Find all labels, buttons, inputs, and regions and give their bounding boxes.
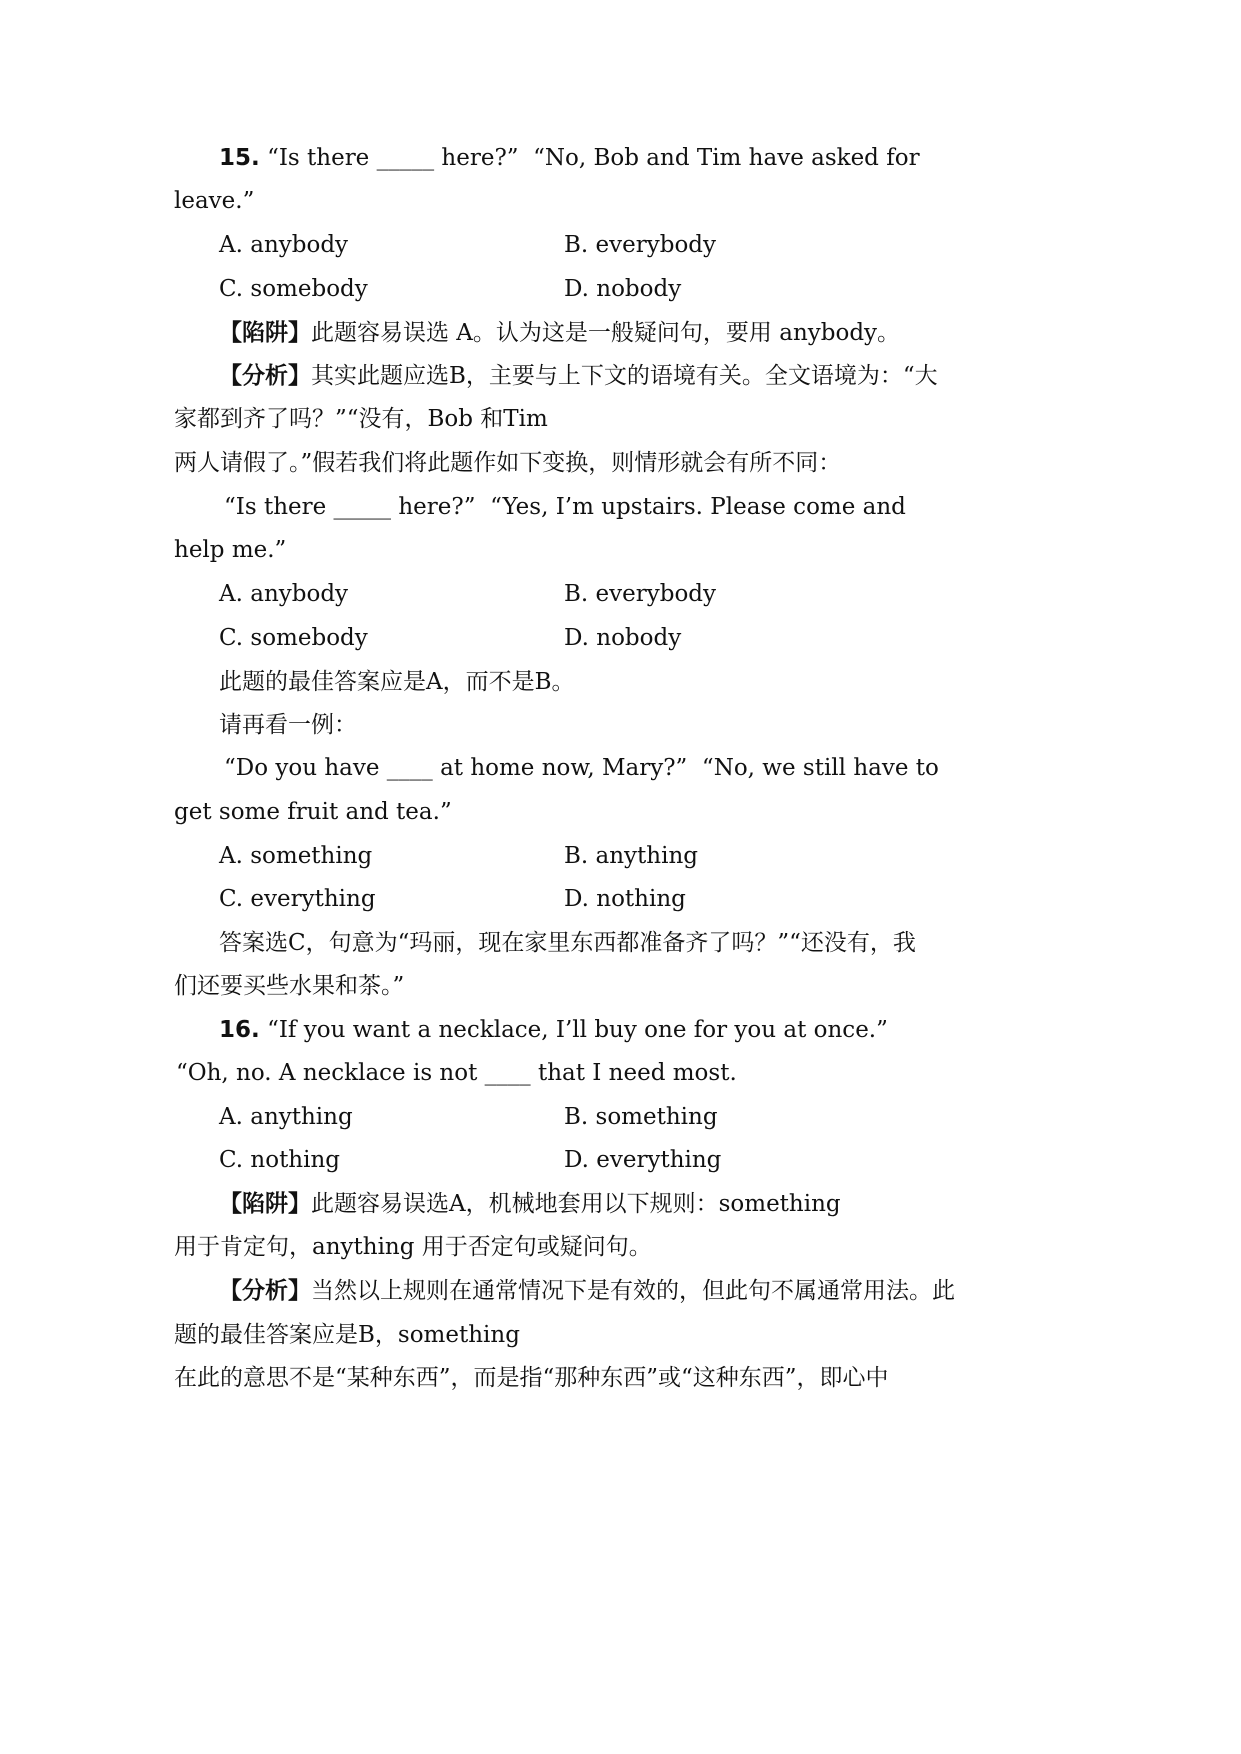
- q16-analysis-line1: 【分析】当然以上规则在通常情况下是有效的，但此句不属通常用法。此: [219, 1278, 955, 1304]
- q15-analysis-line2: 家都到齐了吗？”“没有，Bob 和Tim: [174, 406, 548, 432]
- q15-variant-option-c: C. somebody: [219, 625, 368, 651]
- q15-example-stem-line2: get some fruit and tea.”: [174, 799, 452, 825]
- q15-variant-option-b: B. everybody: [564, 581, 717, 607]
- q15-variant-stem-line1: “Is there _____ here?” “Yes, I’m upstairs. Please come and: [224, 494, 906, 520]
- q16-stem-line2: “Oh, no. A necklace is not ____ that I need most.: [176, 1060, 737, 1086]
- q15-number: 15.: [219, 145, 260, 171]
- q16-trap-line2: 用于肯定句，anything 用于否定句或疑问句。: [174, 1234, 652, 1260]
- q15-trap: 【陷阱】此题容易误选 A。认为这是一般疑问句，要用 anybody。: [219, 320, 901, 346]
- q16-stem-line1: 16. “If you want a necklace, I’ll buy one for you at once.”: [219, 1017, 888, 1043]
- q15-example-option-d: D. nothing: [564, 886, 686, 912]
- q15-variant-option-a: A. anybody: [219, 581, 349, 607]
- q15-analysis-line3: 两人请假了。”假若我们将此题作如下变换，则情形就会有所不同：: [174, 450, 842, 476]
- q16-option-c: C. nothing: [219, 1147, 341, 1173]
- q15-stem-line2: leave.”: [174, 188, 255, 214]
- q15-variant-option-d: D. nobody: [564, 625, 682, 651]
- q15-option-a: A. anybody: [219, 232, 349, 258]
- q15-another-example: 请再看一例：: [219, 712, 357, 738]
- q15-variant-answer: 此题的最佳答案应是A，而不是B。: [219, 669, 575, 695]
- q15-example-option-c: C. everything: [219, 886, 376, 912]
- q15-example-answer-line1: 答案选C，句意为“玛丽，现在家里东西都准备齐了吗？”“还没有，我: [219, 930, 916, 956]
- q16-option-a: A. anything: [219, 1104, 353, 1130]
- q15-variant-stem-line2: help me.”: [174, 537, 287, 563]
- q15-example-stem-line1: “Do you have ____ at home now, Mary?” “No, we still have to: [224, 755, 939, 781]
- q15-stem-line1: 15. “Is there _____ here?” “No, Bob and Tim have asked for: [219, 145, 920, 171]
- q15-example-option-b: B. anything: [564, 843, 698, 869]
- q15-option-c: C. somebody: [219, 276, 368, 302]
- q15-option-d: D. nobody: [564, 276, 682, 302]
- q15-option-b: B. everybody: [564, 232, 717, 258]
- q16-analysis-line2: 题的最佳答案应是B，something: [174, 1322, 520, 1348]
- q16-number: 16.: [219, 1017, 260, 1043]
- q15-example-answer-line2: 们还要买些水果和茶。”: [174, 973, 405, 999]
- q16-option-b: B. something: [564, 1104, 718, 1130]
- q15-example-option-a: A. something: [219, 843, 373, 869]
- q16-option-d: D. everything: [564, 1147, 722, 1173]
- q16-trap-line1: 【陷阱】此题容易误选A，机械地套用以下规则：something: [219, 1191, 841, 1217]
- q15-analysis-line1: 【分析】其实此题应选B，主要与上下文的语境有关。全文语境为：“大: [219, 363, 938, 389]
- q16-analysis-line3: 在此的意思不是“某种东西”，而是指“那种东西”或“这种东西”，即心中: [174, 1365, 889, 1391]
